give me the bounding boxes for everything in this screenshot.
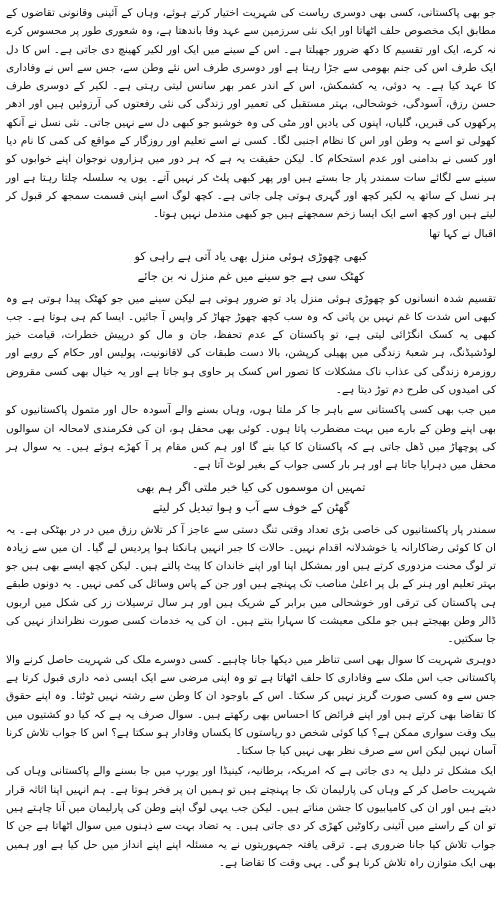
paragraph-1: جو بھی پاکستانی، کسی بھی دوسری ریاست کی شہریت اختیار کرتے ہوئے، وہاں کے آئینی وقانونی تقاضوں کے مطابق ایک مخصوص حلف اٹھاتا اور ایک نئی سرزمین سے عہد وفا باندھتا ہے، وہ شعوری طور پر محسوس کرے نہ کرے، ایک اور تقسیم کا دکھ ضرور جھیلتا ہے۔ اس کے سینے میں ایک اور لکیر کھینچ دی جاتی ہے۔ اس کا دل ایک طرف اس کی جنم بھومی سے جڑا رہتا ہے اور دوسری طرف اس نئے وطن سے، جس سے اس نے وفاداری کا عہد کیا ہے۔ یہ دوئی، یہ کشمکش، اس کے اندر عمر بھر سانس لیتی رہتی ہے۔ لکیر کے دوسری طرف حسن رزق، آسودگی، خوشحالی، بہتر مستقبل کی تعمیر اور زندگی کی نئی رفعتوں کی آرزوئیں ہیں اور ادھر پرکھوں کی قبریں، گلیاں، اپنوں کی یادیں اور مٹی کی وہ خوشبو جو کبھی دل سے نہیں جاتی۔ نئی نسل نے آنکھ کھولی تو اسے یہ وطن اور اس کا نظام اجنبی لگا۔ کسی نے اسے تعلیم اور روزگار کے مواقع کی کمی کا نام دیا اور کسی نے بدامنی اور عدم استحکام کا۔ لیکن حقیقت یہ ہے کہ ہر دور میں ہزاروں نوجوان اپنے خوابوں کو سینے سے لگائے سات سمندر پار جا بستے ہیں اور پھر کبھی پلٹ کر نہیں آتے۔ یوں یہ سلسلہ چلتا رہتا ہے اور ہر نسل کے ساتھ یہ لکیر کچھ اور گہری ہوتی چلی جاتی ہے۔ کچھ لوگ اسے اپنی قسمت سمجھ کر قبول کر لیتے ہیں اور کچھ اسے ایک ایسا زخم سمجھتے ہیں جو کبھی مندمل نہیں ہوتا۔ [6, 7, 496, 221]
paragraph-3: میں جب بھی کسی پاکستانی سے باہر جا کر ملتا ہوں، وہاں بسنے والے آسودہ حال اور متمول پاکستانیوں کو بھی اپنے وطن کے بارے میں بہت مضطرب پاتا ہوں۔ کوئی بھی محفل ہو، ان کی فکرمندی لامحالہ ان سوالوں کی پوچھاڑ میں ڈھل جاتی ہے کہ پاکستان کا کیا بنے گا اور ہم کس مقام پر آ کھڑے ہوئے ہیں۔ یہ سوال ہر محفل میں دہرایا جاتا ہے اور ہر بار کسی جواب کے بغیر لوٹ آتا ہے۔ [6, 404, 496, 472]
poem-couplet-1 [6, 246, 496, 286]
paragraph-2: تقسیم شدہ انسانوں کو چھوڑی ہوئی منزل یاد تو ضرور ہوتی ہے لیکن سینے میں جو کھٹک پیدا ہوتی ہے وہ کبھی اس شدت کا غم نہیں بن پاتی کہ وہ سب کچھ چھوڑ چھاڑ کر واپس آ جائیں۔ ایسا کم ہی ہوتا ہے۔ جب کبھی یہ کسک انگڑائی لیتی ہے، تو پاکستان کے عدم تحفظ، جان و مال کو درپیش خطرات، قیامت خیز لوڈشیڈنگ، ہر شعبۂ زندگی میں پھیلی کرپشن، بالا دست طبقات کی لاقانونیت، پولیس اور حکام کے رویے اور روزمرہ زندگی کی عذاب ناک مشکلات کا تصور اس کسک پر حاوی ہو جاتا ہے اور یہ خیال بھی کسی مقروض کی امیدوں کی طرح دم توڑ دیتا ہے۔ [6, 292, 496, 397]
poem-2-verse-2: گھٹن کے خوف سے آب و ہوا تبدیل کر لیتے [152, 499, 350, 514]
poem-1-verse-1: کبھی چھوڑی ہوئی منزل بھی یاد آتی ہے راہی کو [134, 248, 368, 263]
paragraph-6: ایک مشکل تر دلیل یہ دی جاتی ہے کہ امریکہ، برطانیہ، کینیڈا اور یورپ میں جا بسنے والے پاکستانی وہاں کی شہریت حاصل کر کے وہاں کی پارلیمان تک جا پہنچتے ہیں تو ہمیں ان پر فخر ہوتا ہے۔ ہم انہیں اپنا اثاثہ قرار دیتے ہیں اور ان کی کامیابیوں کا جشن مناتے ہیں۔ لیکن جب یہی لوگ اپنے وطن کی پارلیمان میں آنا چاہتے ہیں تو ان کے راستے میں آئینی رکاوٹیں کھڑی کر دی جاتی ہیں۔ یہ تضاد بہت سے ذہنوں میں سوال اٹھاتا ہے جن کا جواب تلاش کیا جانا ضروری ہے۔ ترقی یافتہ جمہوریتوں نے یہ مسئلہ اپنے اپنے انداز میں حل کیا ہے اور ہمیں بھی ایک متوازن راہ تلاش کرنا ہو گی۔ یہی وقت کا تقاضا ہے۔ [6, 765, 496, 869]
poem-2-verse-1: تمہیں ان موسموں کی کیا خبر ملتی اگر ہم بھی [136, 479, 366, 494]
paragraph-5: دوہری شہریت کا سوال بھی اسی تناظر میں دیکھا جانا چاہیے۔ کسی دوسرے ملک کی شہریت حاصل کرنے والا پاکستانی جب اس ملک سے وفاداری کا حلف اٹھاتا ہے تو وہ اپنی مرضی سے ایک ایسی ذمہ داری قبول کرتا ہے جس سے وہ کسی صورت گریز نہیں کر سکتا۔ اس کے باوجود ان کا وطن سے رشتہ نہیں ٹوٹتا۔ وہ اپنے حقوق کا تقاضا بھی کرتے ہیں اور اپنے فرائض کا احساس بھی رکھتے ہیں۔ سوال صرف یہ ہے کہ کیا دو کشتیوں میں بیک وقت سواری ممکن ہے؟ کیا کوئی شخص دو ریاستوں کا یکساں وفادار ہو سکتا ہے؟ اس کا جواب تلاش کرنا آسان نہیں لیکن اس سے صرف نظر بھی نہیں کیا جا سکتا۔ [6, 653, 496, 758]
paragraph-4: سمندر پار پاکستانیوں کی خاصی بڑی تعداد وقتی تنگ دستی سے عاجز آ کر تلاش رزق میں در در بھٹکی ہے۔ یہ ان کا کوئی رضاکارانہ یا خوشدلانہ اقدام نہیں۔ حالات کا جبر انہیں ہانکتا ہوا پردیس لے گیا۔ ان میں سے زیادہ تر لوگ محنت مزدوری کرتے ہیں اور بمشکل اپنا اور اپنے خاندان کا پیٹ پالتے ہیں۔ لیکن کچھ ایسے بھی ہیں جو بہتر تعلیم اور ہنر کے بل پر اعلیٰ مناصب تک پہنچے ہیں اور جن کے پاس وسائل کی کمی نہیں۔ یہ دونوں طبقے ہی پاکستان کی ترقی اور خوشحالی میں برابر کے شریک ہیں اور ہر سال ترسیلات زر کی شکل میں اربوں ڈالر وطن بھیجتے ہیں جو ملکی معیشت کا سہارا بنتے ہیں۔ ان کی یہ خدمات کسی صورت نظرانداز نہیں کی جا سکتیں۔ [6, 523, 496, 646]
poem-intro-line: اقبال نے کہا تھا [429, 227, 496, 240]
poem-couplet-2 [6, 477, 496, 517]
poem-1-verse-2: کھٹک سی ہے جو سینے میں غم منزل نہ بن جائے [137, 268, 365, 283]
